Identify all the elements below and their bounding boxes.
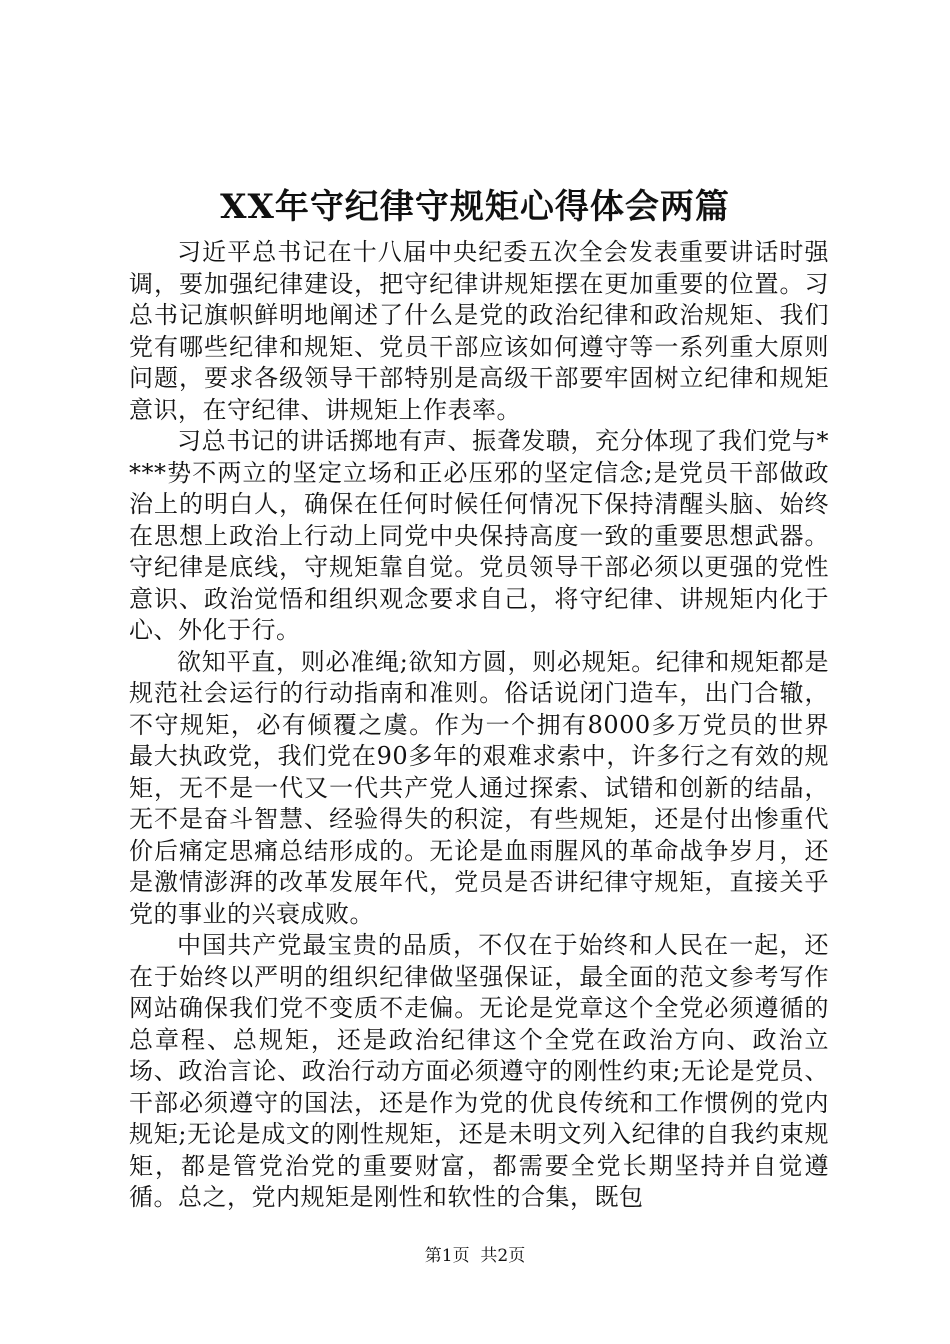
paragraph-3: 欲知平直，则必准绳;欲知方圆，则必规矩。纪律和规矩都是规范社会运行的行动指南和准则。俗话说闭门造车，出门合辙，不守规矩，必有倾覆之虞。作为一个拥有8000多万党员的世界最大执政党，我们党在90多年的艰难求索中，许多行之有效的规矩，无不是一代又一代共产党人通过探索、试错和创新的结晶，无不是奋斗智慧、经验得失的积淀，有些规矩，还是付出惨重代价后痛定思痛总结形成的。无论是血雨腥风的革命战争岁月，还是激情澎湃的改革发展年代，党员是否讲纪律守规矩，直接关乎党的事业的兴衰成败。 [129, 647, 829, 928]
document-title: XX年守纪律守规矩心得体会两篇 [220, 187, 730, 227]
paragraph-2: 习总书记的讲话掷地有声、振聋发聩，充分体现了我们党与****势不两立的坚定立场和正必压邪的坚定信念;是党员干部做政治上的明白人，确保在任何时候任何情况下保持清醒头脑、始终在思想上政治上行动上同党中央保持高度一致的重要思想武器。守纪律是底线，守规矩靠自觉。党员领导干部必须以更强的党性意识、政治觉悟和组织观念要求自己，将守纪律、讲规矩内化于心、外化于行。 [129, 427, 829, 644]
page-footer [0, 1245, 950, 1267]
page-number: 第1页 [424, 1246, 470, 1266]
page-total: 共2页 [480, 1246, 526, 1266]
document-body [129, 237, 829, 1214]
paragraph-1: 习近平总书记在十八届中央纪委五次全会发表重要讲话时强调，要加强纪律建设，把守纪律讲规矩摆在更加重要的位置。习总书记旗帜鲜明地阐述了什么是党的政治纪律和政治规矩、我们党有哪些纪律和规矩、党员干部应该如何遵守等一系列重大原则问题，要求各级领导干部特别是高级干部要牢固树立纪律和规矩意识，在守纪律、讲规矩上作表率。 [129, 238, 829, 424]
paragraph-4: 中国共产党最宝贵的品质，不仅在于始终和人民在一起，还在于始终以严明的组织纪律做坚强保证，最全面的范文参考写作网站确保我们党不变质不走偏。无论是党章这个全党必须遵循的总章程、总规矩，还是政治纪律这个全党在政治方向、政治立场、政治言论、政治行动方面必须遵守的刚性约束;无论是党员、干部必须遵守的国法，还是作为党的优良传统和工作惯例的党内规矩;无论是成文的刚性规矩，还是未明文列入纪律的自我约束规矩，都是管党治党的重要财富，都需要全党长期坚持并自觉遵循。总之，党内规矩是刚性和软性的合集，既包 [129, 931, 829, 1211]
